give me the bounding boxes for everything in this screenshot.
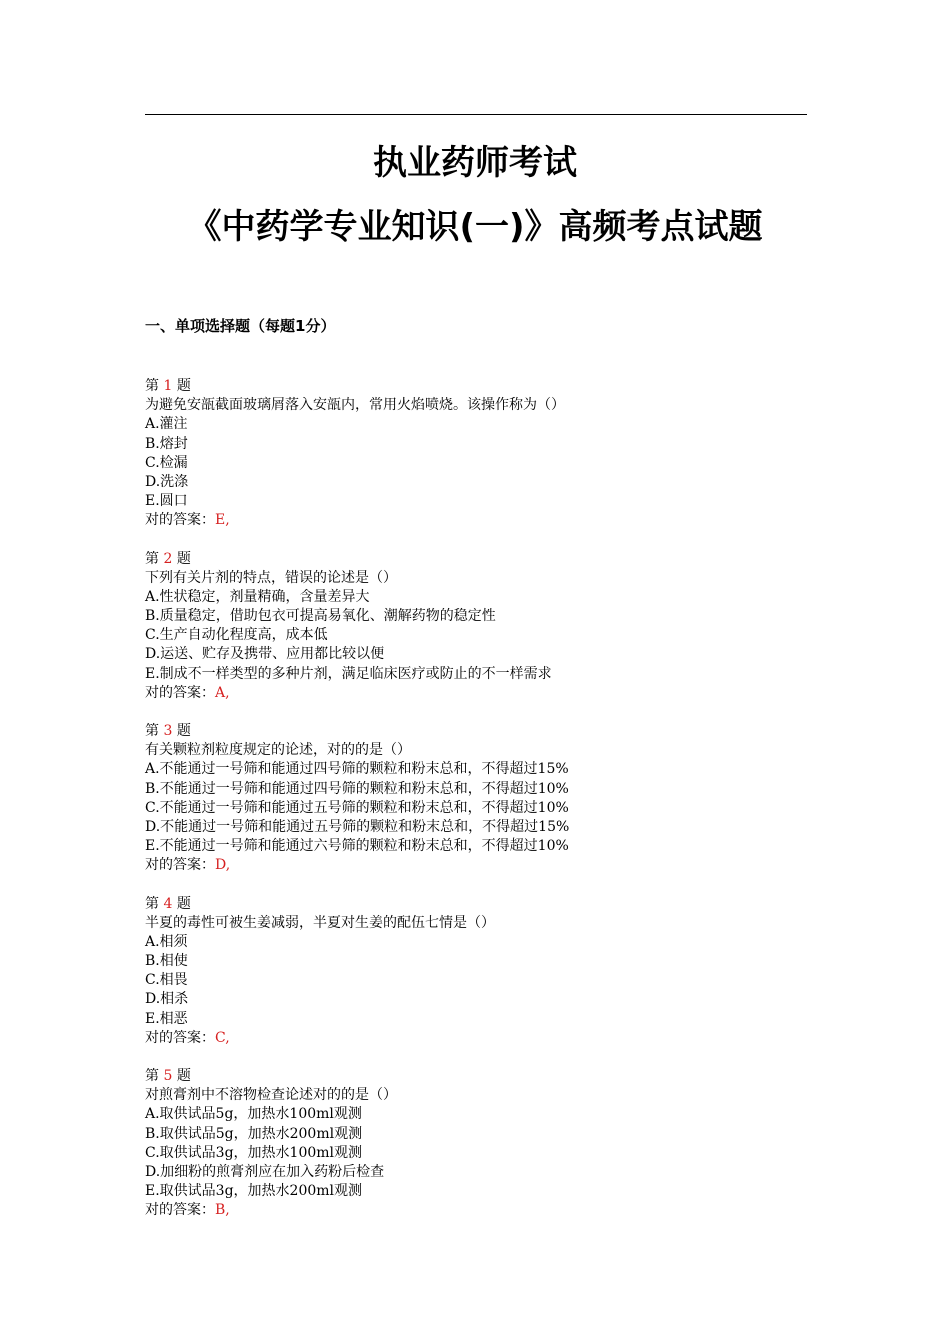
answer-value: E, — [215, 512, 230, 529]
question-number-line — [145, 722, 825, 741]
answer-label: 对的答案： — [145, 1029, 215, 1046]
question-prefix: 第 — [145, 895, 159, 912]
answer-option: A.性状稳定，剂量精确，含量差异大 — [145, 588, 370, 605]
question-prefix: 第 — [145, 550, 159, 567]
section-heading: 一、单项选择题（每题1分） — [145, 317, 336, 335]
question-suffix: 题 — [176, 378, 191, 394]
answer-option: B.相使 — [145, 953, 188, 970]
question-number-line — [145, 895, 825, 914]
question-block — [145, 550, 825, 704]
question-block — [145, 1067, 825, 1221]
answer-option: D.洗涤 — [145, 473, 189, 490]
question-block — [145, 895, 825, 1049]
answer-option: A.灌注 — [145, 416, 188, 433]
answer-option: A.取供试品5g，加热水100ml观测 — [145, 1106, 362, 1123]
correct-answer-line — [145, 1201, 825, 1220]
answer-label: 对的答案： — [145, 1202, 215, 1219]
document-title: 执业药师考试 — [373, 143, 577, 183]
question-stem: 有关颗粒剂粒度规定的论述，对的的是（） — [145, 742, 411, 759]
question-number: 4 — [163, 895, 173, 912]
answer-option: B.不能通过一号筛和能通过四号筛的颗粒和粉末总和，不得超过10% — [145, 780, 569, 797]
correct-answer-line — [145, 511, 825, 530]
answer-option: E.圆口 — [145, 493, 188, 510]
question-block — [145, 722, 825, 876]
question-number-line — [145, 1067, 825, 1086]
answer-value: A, — [215, 684, 230, 701]
question-stem: 下列有关片剂的特点，错误的论述是（） — [145, 569, 397, 586]
question-stem: 半夏的毒性可被生姜减弱，半夏对生姜的配伍七情是（） — [145, 914, 495, 931]
question-prefix: 第 — [145, 1068, 159, 1084]
answer-option: E.不能通过一号筛和能通过六号筛的颗粒和粉末总和，不得超过10% — [145, 838, 569, 855]
header-rule — [145, 114, 807, 115]
correct-answer-line — [145, 856, 825, 875]
answer-option: E.制成不一样类型的多种片剂，满足临床医疗或防止的不一样需求 — [145, 665, 552, 682]
correct-answer-line — [145, 1029, 825, 1048]
question-number: 2 — [163, 550, 173, 567]
question-stem: 为避免安瓿截面玻璃屑落入安瓿内，常用火焰喷烧。该操作称为（） — [145, 397, 565, 414]
answer-option: C.检漏 — [145, 454, 188, 471]
answer-option: D.不能通过一号筛和能通过五号筛的颗粒和粉末总和，不得超过15% — [145, 818, 570, 835]
answer-option: D.运送、贮存及携带、应用都比较以便 — [145, 646, 385, 663]
question-number-line — [145, 377, 825, 396]
question-prefix: 第 — [145, 723, 159, 739]
answer-option: C.不能通过一号筛和能通过五号筛的颗粒和粉末总和，不得超过10% — [145, 799, 569, 816]
answer-option: B.质量稳定，借助包衣可提高易氧化、潮解药物的稳定性 — [145, 608, 496, 625]
question-suffix: 题 — [176, 723, 191, 739]
answer-option: D.相杀 — [145, 991, 189, 1008]
answer-option: C.相畏 — [145, 972, 188, 989]
answer-value: D, — [215, 857, 231, 874]
question-number: 5 — [163, 1068, 173, 1084]
answer-option: E.相恶 — [145, 1010, 188, 1027]
question-suffix: 题 — [176, 1068, 191, 1084]
question-list — [145, 377, 825, 1240]
answer-option: B.熔封 — [145, 435, 188, 452]
question-block — [145, 377, 825, 531]
question-prefix: 第 — [145, 378, 159, 394]
answer-label: 对的答案： — [145, 857, 215, 874]
answer-option: D.加细粉的煎膏剂应在加入药粉后检查 — [145, 1163, 385, 1180]
question-number: 3 — [163, 723, 173, 739]
question-number-line — [145, 550, 825, 569]
answer-option: B.取供试品5g，加热水200ml观测 — [145, 1125, 363, 1142]
question-suffix: 题 — [176, 550, 191, 567]
question-suffix: 题 — [176, 895, 191, 912]
answer-value: B, — [215, 1202, 230, 1219]
question-number: 1 — [163, 378, 173, 394]
answer-option: C.取供试品3g，加热水100ml观测 — [145, 1144, 363, 1161]
answer-label: 对的答案： — [145, 684, 215, 701]
answer-value: C, — [215, 1029, 230, 1046]
correct-answer-line — [145, 684, 825, 703]
question-stem: 对煎膏剂中不溶物检查论述对的的是（） — [145, 1087, 397, 1104]
document-subtitle: 《中药学专业知识(一)》高频考点试题 — [187, 207, 763, 247]
answer-label: 对的答案： — [145, 512, 215, 529]
answer-option: A.相须 — [145, 933, 188, 950]
answer-option: C.生产自动化程度高，成本低 — [145, 627, 328, 644]
answer-option: E.取供试品3g，加热水200ml观测 — [145, 1183, 363, 1200]
answer-option: A.不能通过一号筛和能通过四号筛的颗粒和粉末总和，不得超过15% — [145, 761, 569, 778]
